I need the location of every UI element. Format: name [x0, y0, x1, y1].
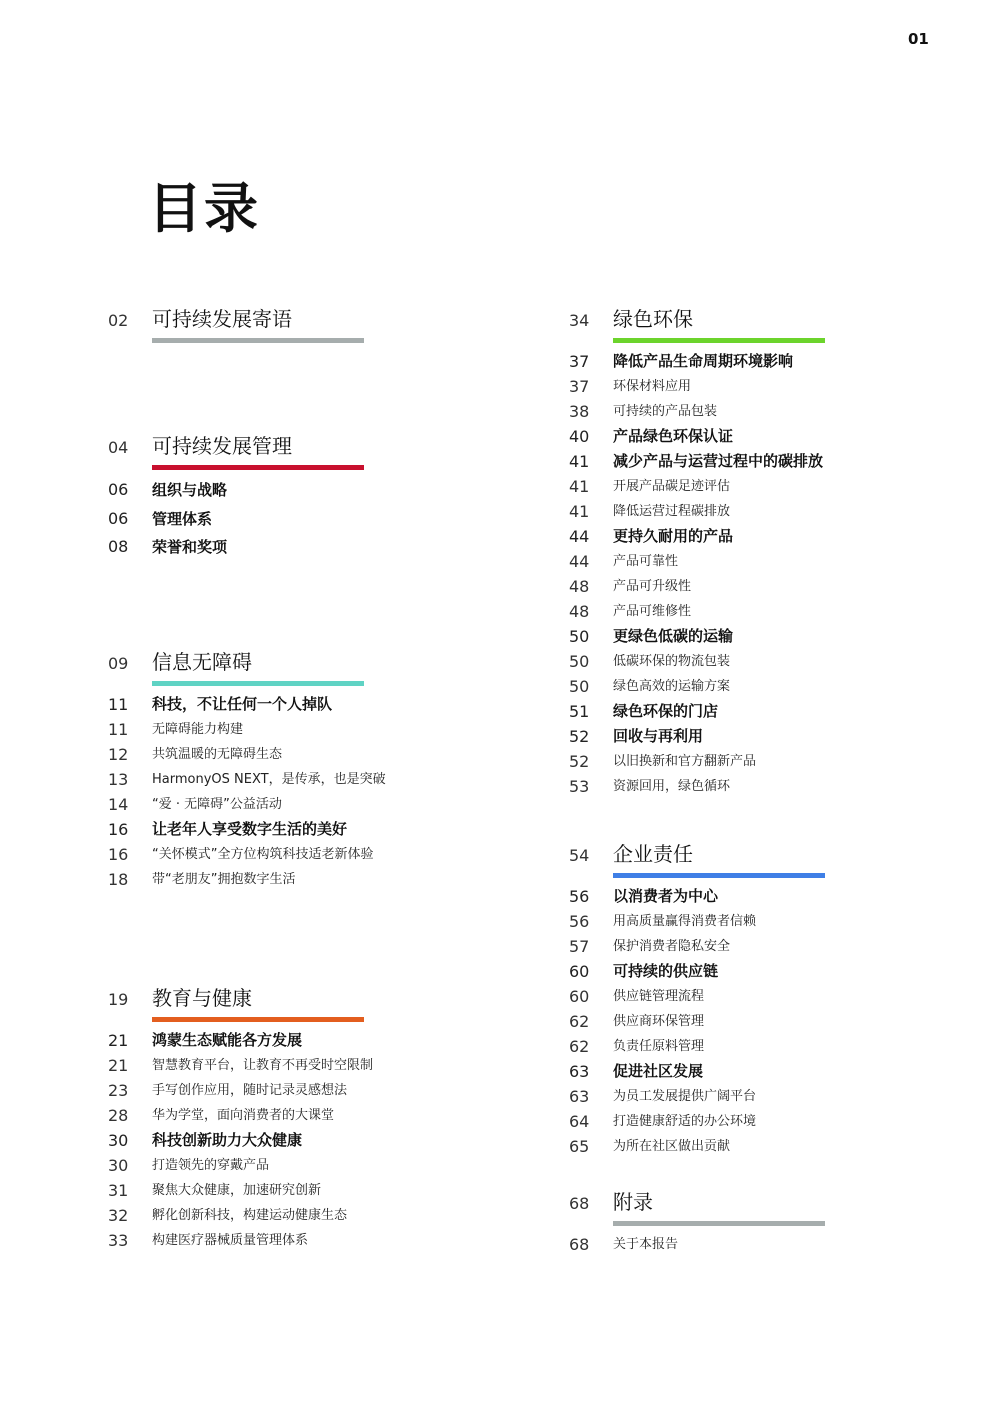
entry-title: 绿色高效的运输方案 [613, 679, 731, 694]
toc-section [569, 1188, 869, 1257]
entry-title: 产品可靠性 [613, 554, 679, 569]
toc-subsection[interactable] [569, 884, 869, 909]
toc-entry[interactable] [108, 742, 408, 767]
entry-title: 荣誉和奖项 [152, 538, 228, 556]
section-page-number: 68 [569, 1194, 590, 1213]
section-item-list [569, 1232, 869, 1257]
toc-entry[interactable] [569, 1009, 869, 1034]
toc-subsection[interactable] [569, 724, 869, 749]
toc-section [108, 648, 408, 892]
entry-page-number: 53 [569, 777, 590, 796]
entry-page-number: 14 [108, 795, 129, 814]
entry-page-number: 33 [108, 1231, 129, 1250]
entry-title: 更绿色低碳的运输 [613, 627, 734, 645]
toc-entry[interactable] [108, 1178, 408, 1203]
entry-page-number: 38 [569, 402, 590, 421]
entry-page-number: 60 [569, 987, 590, 1006]
entry-title: 可持续的供应链 [613, 962, 719, 980]
entry-page-number: 30 [108, 1131, 129, 1150]
entry-title: 构建医疗器械质量管理体系 [152, 1233, 309, 1248]
entry-page-number: 21 [108, 1031, 129, 1050]
entry-page-number: 32 [108, 1206, 129, 1225]
entry-title: 科技，不让任何一个人掉队 [152, 695, 333, 713]
toc-entry[interactable] [569, 1134, 869, 1159]
toc-entry[interactable] [569, 549, 869, 574]
entry-page-number: 44 [569, 552, 590, 571]
toc-entry[interactable] [569, 649, 869, 674]
entry-title: 管理体系 [152, 509, 213, 528]
entry-page-number: 48 [569, 577, 590, 596]
entry-title: 以消费者为中心 [613, 887, 719, 905]
section-color-bar [152, 1017, 364, 1022]
page-title: 目录 [148, 177, 260, 240]
entry-page-number: 11 [108, 720, 129, 739]
page-number: 01 [908, 30, 929, 48]
toc-entry[interactable] [569, 934, 869, 959]
toc-entry[interactable] [108, 867, 408, 892]
entry-page-number: 37 [569, 377, 590, 396]
toc-subsection[interactable] [569, 624, 869, 649]
entry-page-number: 44 [569, 527, 590, 546]
toc-entry[interactable] [569, 774, 869, 799]
entry-page-number: 28 [108, 1106, 129, 1125]
entry-title: 资源回用，绿色循环 [613, 779, 731, 794]
entry-title: 更持久耐用的产品 [613, 527, 734, 545]
toc-section [108, 305, 408, 341]
toc-entry[interactable] [108, 717, 408, 742]
section-color-bar [613, 338, 825, 343]
toc-entry[interactable] [569, 1084, 869, 1109]
entry-title: 打造健康舒适的办公环境 [613, 1114, 757, 1129]
toc-subsection[interactable] [108, 1028, 408, 1053]
section-heading[interactable] [569, 305, 869, 341]
entry-page-number: 50 [569, 652, 590, 671]
toc-entry[interactable] [569, 474, 869, 499]
toc-entry[interactable] [569, 499, 869, 524]
entry-page-number: 16 [108, 845, 129, 864]
entry-page-number: 52 [569, 727, 590, 746]
section-color-bar [152, 465, 364, 470]
toc-entry[interactable] [569, 674, 869, 699]
entry-page-number: 62 [569, 1012, 590, 1031]
toc-subsection[interactable] [108, 692, 408, 717]
toc-entry[interactable] [108, 842, 408, 867]
toc-entry[interactable] [108, 1153, 408, 1178]
entry-page-number: 06 [108, 508, 129, 528]
toc-subsection[interactable] [108, 1128, 408, 1153]
entry-page-number: 48 [569, 602, 590, 621]
entry-title: 可持续的产品包装 [613, 404, 718, 419]
entry-title: 供应链管理流程 [613, 989, 705, 1004]
toc-entry[interactable] [569, 374, 869, 399]
section-title: 附录 [613, 1190, 653, 1214]
section-heading[interactable] [108, 648, 408, 684]
entry-page-number: 62 [569, 1037, 590, 1056]
entry-page-number: 30 [108, 1156, 129, 1175]
section-title: 可持续发展寄语 [152, 307, 292, 331]
entry-page-number: 60 [569, 962, 590, 981]
toc-subsection[interactable] [569, 1059, 869, 1084]
entry-title: “关怀模式”全方位构筑科技适老新体验 [152, 847, 374, 862]
entry-page-number: 56 [569, 887, 590, 906]
entry-title: 保护消费者隐私安全 [613, 939, 731, 954]
entry-page-number: 63 [569, 1062, 590, 1081]
entry-title: 聚焦大众健康，加速研究创新 [152, 1183, 322, 1198]
entry-page-number: 51 [569, 702, 590, 721]
toc-section [108, 432, 408, 562]
entry-title: 智慧教育平台，让教育不再受时空限制 [152, 1058, 374, 1073]
section-title: 教育与健康 [152, 986, 252, 1010]
entry-page-number: 16 [108, 820, 129, 839]
entry-page-number: 13 [108, 770, 129, 789]
toc-subsection[interactable] [108, 817, 408, 842]
toc-subsection[interactable] [569, 959, 869, 984]
toc-entry[interactable] [569, 984, 869, 1009]
section-heading[interactable] [108, 432, 408, 468]
toc-subsection[interactable] [569, 349, 869, 374]
section-heading[interactable] [569, 840, 869, 876]
section-heading[interactable] [108, 984, 408, 1020]
section-page-number: 19 [108, 990, 129, 1009]
entry-title: 降低运营过程碳排放 [613, 504, 731, 519]
entry-title: 环保材料应用 [613, 379, 692, 394]
entry-title: 减少产品与运营过程中的碳排放 [613, 452, 824, 470]
entry-title: 为员工发展提供广阔平台 [613, 1089, 757, 1104]
toc-entry[interactable] [569, 399, 869, 424]
toc-section [569, 840, 869, 1159]
entry-page-number: 50 [569, 677, 590, 696]
entry-page-number: 12 [108, 745, 129, 764]
section-item-list [108, 692, 408, 892]
section-item-list [569, 884, 869, 1159]
entry-title: 共筑温暖的无障碍生态 [152, 747, 283, 762]
section-page-number: 09 [108, 654, 129, 673]
entry-title: 鸿蒙生态赋能各方发展 [152, 1031, 303, 1049]
toc-entry[interactable] [108, 767, 408, 792]
entry-page-number: 31 [108, 1181, 129, 1200]
toc-subsection[interactable] [569, 699, 869, 724]
entry-title: 产品绿色环保认证 [613, 427, 734, 445]
entry-title: 孵化创新科技，构建运动健康生态 [152, 1208, 348, 1223]
toc-entry[interactable] [108, 1053, 408, 1078]
section-color-bar [613, 1221, 825, 1226]
entry-title: 回收与再利用 [613, 727, 704, 745]
toc-entry[interactable] [569, 1232, 869, 1257]
entry-title: 科技创新助力大众健康 [152, 1131, 303, 1149]
entry-page-number: 08 [108, 537, 129, 556]
entry-page-number: 23 [108, 1081, 129, 1100]
entry-title: 低碳环保的物流包装 [613, 654, 731, 669]
section-page-number: 34 [569, 311, 590, 330]
toc-subsection[interactable] [569, 524, 869, 549]
entry-page-number: 56 [569, 912, 590, 931]
entry-title: 打造领先的穿戴产品 [152, 1158, 270, 1173]
entry-page-number: 41 [569, 452, 590, 471]
entry-page-number: 52 [569, 752, 590, 771]
entry-page-number: 50 [569, 627, 590, 646]
toc-entry[interactable] [108, 1228, 408, 1253]
entry-page-number: 11 [108, 695, 129, 714]
entry-title: “爱 · 无障碍”公益活动 [152, 797, 282, 812]
entry-page-number: 68 [569, 1235, 590, 1254]
entry-page-number: 40 [569, 427, 590, 446]
entry-page-number: 63 [569, 1087, 590, 1106]
section-color-bar [152, 681, 364, 686]
entry-title: 为所在社区做出贡献 [613, 1139, 731, 1154]
entry-title: 产品可维修性 [613, 604, 692, 619]
entry-title: 开展产品碳足迹评估 [613, 479, 731, 494]
toc-entry[interactable] [569, 599, 869, 624]
toc-subsection[interactable] [569, 424, 869, 449]
toc-entry[interactable] [108, 1203, 408, 1228]
entry-page-number: 65 [569, 1137, 590, 1156]
entry-title: 关于本报告 [613, 1237, 679, 1252]
entry-page-number: 64 [569, 1112, 590, 1131]
section-title: 信息无障碍 [152, 650, 252, 674]
toc-subsection[interactable] [108, 476, 408, 505]
section-item-list [569, 349, 869, 799]
entry-page-number: 41 [569, 502, 590, 521]
toc-subsection[interactable] [108, 533, 408, 562]
toc-entry[interactable] [108, 1078, 408, 1103]
section-heading[interactable] [569, 1188, 869, 1224]
section-color-bar [613, 873, 825, 878]
entry-title: 产品可升级性 [613, 579, 692, 594]
section-page-number: 54 [569, 846, 590, 865]
entry-title: 降低产品生命周期环境影响 [613, 352, 794, 370]
entry-title: 用高质量赢得消费者信赖 [613, 914, 757, 929]
section-color-bar [152, 338, 364, 343]
toc-entry[interactable] [569, 1109, 869, 1134]
entry-page-number: 18 [108, 870, 129, 889]
entry-page-number: 06 [108, 480, 129, 499]
entry-page-number: 41 [569, 477, 590, 496]
toc-subsection[interactable] [569, 449, 869, 474]
toc-entry[interactable] [108, 1103, 408, 1128]
section-page-number: 04 [108, 438, 129, 457]
section-item-list [108, 476, 408, 562]
toc-section [108, 984, 408, 1253]
toc-entry[interactable] [569, 574, 869, 599]
entry-title: 负责任原料管理 [613, 1039, 705, 1054]
section-page-number: 02 [108, 311, 129, 330]
entry-title: 让老年人享受数字生活的美好 [152, 820, 348, 838]
section-title: 绿色环保 [613, 307, 693, 331]
section-item-list [108, 1028, 408, 1253]
toc-entry[interactable] [569, 749, 869, 774]
toc-entry[interactable] [569, 909, 869, 934]
entry-title: 华为学堂，面向消费者的大课堂 [152, 1108, 335, 1123]
entry-title: 组织与战略 [152, 481, 228, 499]
toc-subsection[interactable] [108, 505, 408, 534]
section-heading[interactable] [108, 305, 408, 341]
entry-page-number: 21 [108, 1056, 129, 1075]
entry-title: 促进社区发展 [613, 1062, 704, 1080]
section-title: 可持续发展管理 [152, 434, 292, 458]
toc-entry[interactable] [569, 1034, 869, 1059]
toc-entry[interactable] [108, 792, 408, 817]
entry-page-number: 57 [569, 937, 590, 956]
entry-title: HarmonyOS NEXT，是传承，也是突破 [152, 772, 386, 787]
toc-section [569, 305, 869, 799]
entry-title: 绿色环保的门店 [613, 702, 719, 720]
entry-title: 无障碍能力构建 [152, 722, 244, 737]
entry-title: 供应商环保管理 [613, 1014, 705, 1029]
entry-title: 以旧换新和官方翻新产品 [613, 754, 757, 769]
entry-title: 手写创作应用，随时记录灵感想法 [152, 1083, 348, 1098]
section-title: 企业责任 [613, 842, 693, 866]
entry-title: 带“老朋友”拥抱数字生活 [152, 872, 296, 887]
entry-page-number: 37 [569, 352, 590, 371]
